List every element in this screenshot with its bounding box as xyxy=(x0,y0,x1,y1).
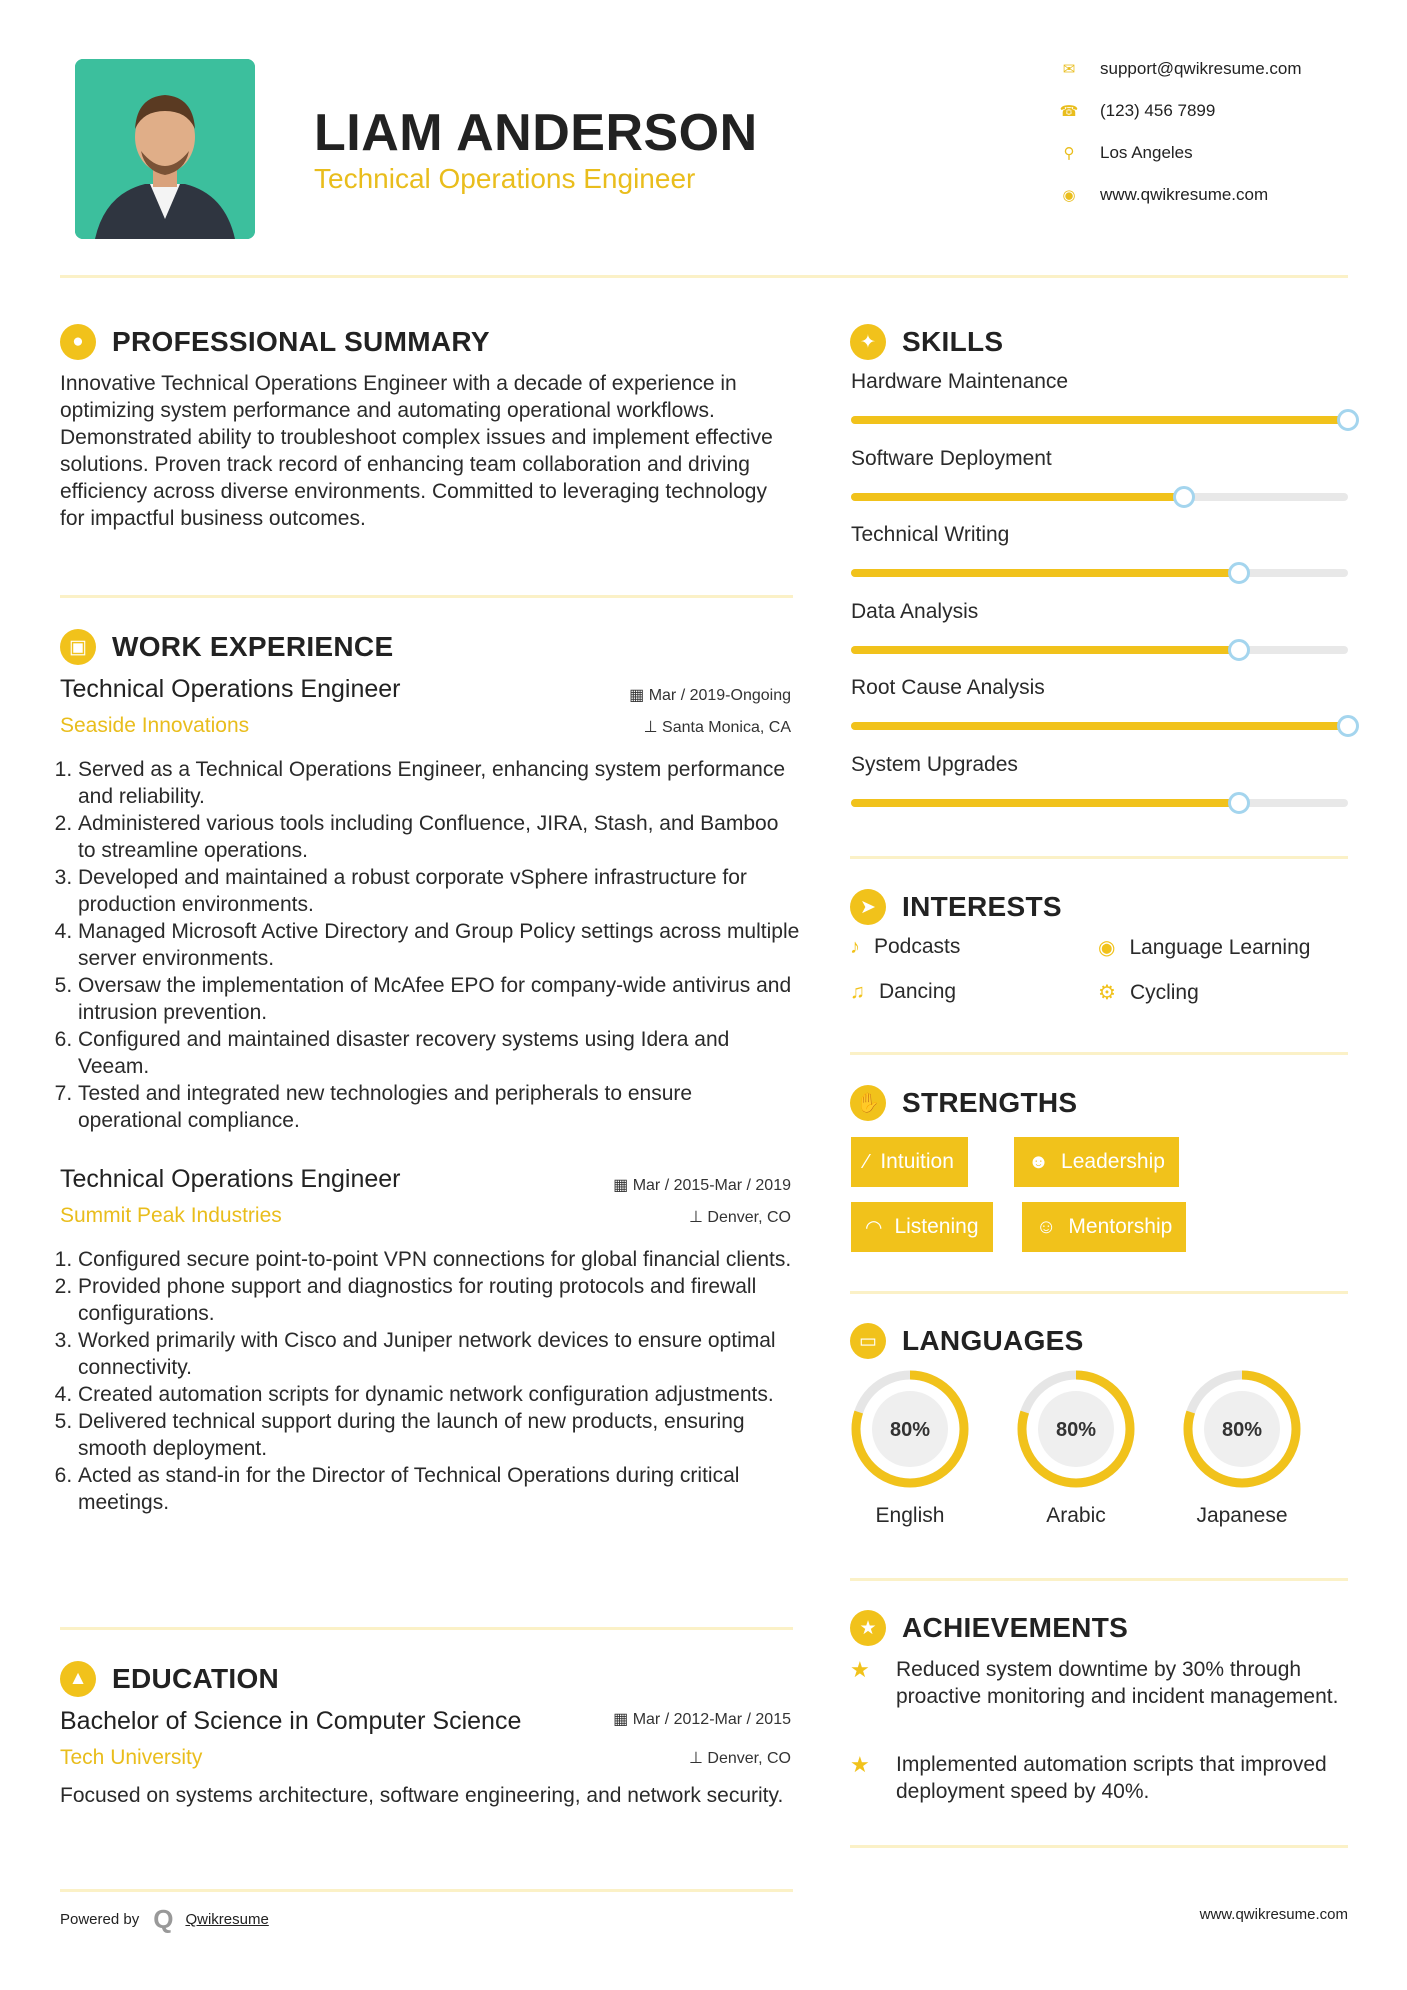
education-heading: ▲ EDUCATION xyxy=(60,1661,279,1697)
job-company: Seaside Innovations xyxy=(60,714,250,737)
list-item: 3. Worked primarily with Cisco and Juniper network devices to ensure optimal connectivity. xyxy=(78,1327,800,1381)
skill-level-knob xyxy=(1337,715,1359,737)
section-divider xyxy=(850,1052,1348,1055)
skill-label: Technical Writing xyxy=(851,523,1010,546)
magic-wand-icon: ⁄ xyxy=(865,1150,869,1173)
section-divider xyxy=(60,595,793,598)
skill-label: Root Cause Analysis xyxy=(851,676,1045,699)
section-divider xyxy=(850,1291,1348,1294)
phone-icon: ☎ xyxy=(1059,103,1079,120)
contact-website[interactable]: ◉ www.qwikresume.com xyxy=(1050,182,1268,208)
skill-bar-fill xyxy=(851,646,1239,654)
skill-label: Software Deployment xyxy=(851,446,1052,470)
music-icon: ♫ xyxy=(850,980,865,1003)
degree-title: Bachelor of Science in Computer Science xyxy=(60,1707,522,1735)
language-ring xyxy=(850,1369,970,1489)
strength-tag: ☻ Leadership xyxy=(1014,1137,1179,1187)
interest-item: ◉ Language Learning xyxy=(1098,935,1311,959)
achievement-item: ★ Implemented automation scripts that improved deployment speed by 40%. xyxy=(850,1752,1327,1803)
footer-divider xyxy=(60,1889,793,1892)
skill-bar-fill xyxy=(851,722,1348,730)
globe-icon: ◉ xyxy=(1098,937,1116,959)
list-item: 1. Configured secure point-to-point VPN connections for global financial clients. xyxy=(78,1246,800,1273)
map-pin-icon: ⚲ xyxy=(1063,145,1075,162)
interest-item: ♪ Podcasts xyxy=(850,935,961,958)
skill-level-knob xyxy=(1228,792,1250,814)
education-location: ⊥ Denver, CO xyxy=(689,1750,791,1767)
microphone-icon: ♪ xyxy=(850,935,860,958)
contact-phone[interactable]: ☎ (123) 456 7899 xyxy=(1050,98,1215,124)
pin-icon: ⊥ xyxy=(689,1750,708,1767)
skill-bar-fill xyxy=(851,416,1348,424)
job-title: Technical Operations Engineer xyxy=(60,675,401,703)
skills-list xyxy=(851,370,1348,810)
interest-item: ⚙ Cycling xyxy=(1098,980,1199,1004)
skill-bar xyxy=(851,569,1348,577)
strength-tag: ⁄ Intuition xyxy=(851,1137,968,1187)
skill-level-knob xyxy=(1228,639,1250,661)
job-dates: ▦ Mar / 2019-Ongoing xyxy=(629,687,791,704)
skill-label: Hardware Maintenance xyxy=(851,370,1069,393)
strengths-heading: ✋ STRENGTHS xyxy=(850,1085,1077,1121)
achievements-heading: ★ ACHIEVEMENTS xyxy=(850,1610,1128,1646)
language-name: Japanese xyxy=(1196,1504,1288,1527)
job-location: ⊥ Denver, CO xyxy=(689,1209,791,1226)
star-icon: ★ xyxy=(850,1657,870,1682)
interests-heading: ➤ INTERESTS xyxy=(850,889,1062,925)
job-title: Technical Operations Engineer xyxy=(60,1165,401,1193)
list-item: 4. Created automation scripts for dynamic network configuration adjustments. xyxy=(78,1381,800,1408)
skill-bar xyxy=(851,416,1348,424)
candidate-name: LIAM ANDERSON xyxy=(314,104,758,162)
qwikresume-logo-icon: Q xyxy=(153,1904,174,1934)
contact-block xyxy=(1050,56,1370,206)
list-item: 6. Acted as stand-in for the Director of Technical Operations during critical meetings. xyxy=(78,1462,800,1516)
strength-tag: ◠ Listening xyxy=(851,1202,993,1252)
strength-tag: ☺ Mentorship xyxy=(1022,1202,1186,1252)
contact-email[interactable]: ✉ support@qwikresume.com xyxy=(1050,56,1302,82)
list-item: 2. Administered various tools including Confluence, JIRA, Stash, and Bamboo to streamline operations. xyxy=(78,810,800,864)
job-company: Summit Peak Industries xyxy=(60,1204,282,1227)
skill-bar xyxy=(851,722,1348,730)
language-percent: 80% xyxy=(889,1419,931,1441)
job-bullets xyxy=(48,756,800,1134)
education-text: Focused on systems architecture, software engineering, and network security. xyxy=(60,1784,784,1807)
languages-list xyxy=(850,1369,1350,1534)
school-name: Tech University xyxy=(60,1746,203,1769)
summary-text: Innovative Technical Operations Engineer with a decade of experience in optimizing system performance and automating operational workflows. Demonstrated ability to troubleshoot complex issues and implement effective solutions. Proven track record of enhancing team collaboration and driving efficiency across diverse environments. Committed to leveraging technology for impactful business outcomes. xyxy=(60,372,773,530)
bicycle-icon: ⚙ xyxy=(1098,982,1116,1004)
paper-plane-icon: ➤ xyxy=(850,889,886,925)
skill-bar-fill xyxy=(851,493,1184,501)
achievement-item: ★ Reduced system downtime by 30% through proactive monitoring and incident management. xyxy=(850,1657,1339,1708)
calendar-icon: ▦ xyxy=(613,1177,633,1194)
headphones-icon: ◠ xyxy=(865,1216,883,1239)
job-location: ⊥ Santa Monica, CA xyxy=(643,719,791,736)
education-dates: ▦ Mar / 2012-Mar / 2015 xyxy=(613,1711,791,1728)
skill-bar xyxy=(851,646,1348,654)
footer-powered: Powered by Q Qwikresume xyxy=(60,1904,269,1934)
lightbulb-icon: ✦ xyxy=(850,324,886,360)
list-item: 2. Provided phone support and diagnostics for routing protocols and firewall configurations. xyxy=(78,1273,800,1327)
language-percent: 80% xyxy=(1221,1419,1263,1441)
envelope-icon: ✉ xyxy=(1062,61,1076,78)
graduation-icon: ▲ xyxy=(60,1661,96,1697)
skill-bar xyxy=(851,799,1348,807)
user-icon: ● xyxy=(60,324,96,360)
list-item: 1. Served as a Technical Operations Engineer, enhancing system performance and reliability. xyxy=(78,756,800,810)
language-ring xyxy=(1016,1369,1136,1489)
language-ring xyxy=(1182,1369,1302,1489)
section-divider xyxy=(850,1845,1348,1848)
skill-level-knob xyxy=(1173,486,1195,508)
pin-icon: ⊥ xyxy=(689,1209,708,1226)
star-icon: ★ xyxy=(850,1752,870,1777)
brand-link[interactable]: Qwikresume xyxy=(185,1911,269,1928)
hand-icon: ✋ xyxy=(850,1085,886,1121)
languages-heading: ▭ LANGUAGES xyxy=(850,1323,1084,1359)
language-icon: ▭ xyxy=(850,1323,886,1359)
skill-label: System Upgrades xyxy=(851,752,1018,776)
list-item: 5. Oversaw the implementation of McAfee EPO for company-wide antivirus and intrusion prevention. xyxy=(78,972,800,1026)
briefcase-icon: ▣ xyxy=(60,629,96,665)
skill-bar-fill xyxy=(851,569,1239,577)
section-divider xyxy=(850,856,1348,859)
list-item: 6. Configured and maintained disaster recovery systems using Idera and Veeam. xyxy=(78,1026,800,1080)
skill-level-knob xyxy=(1228,562,1250,584)
job-dates: ▦ Mar / 2015-Mar / 2019 xyxy=(613,1177,791,1194)
job-bullets xyxy=(48,1246,800,1516)
list-item: 4. Managed Microsoft Active Directory and Group Policy settings across multiple server environments. xyxy=(78,918,800,972)
pin-icon: ⊥ xyxy=(643,719,663,736)
language-name: English xyxy=(875,1504,945,1527)
list-item: 7. Tested and integrated new technologies and peripherals to ensure operational compliance. xyxy=(78,1080,800,1134)
section-divider xyxy=(850,1578,1348,1581)
user-plus-icon: ☺ xyxy=(1036,1215,1057,1238)
section-divider xyxy=(60,1627,793,1630)
calendar-icon: ▦ xyxy=(613,1711,633,1728)
header-divider xyxy=(60,275,1348,278)
experience-heading: ▣ WORK EXPERIENCE xyxy=(60,629,393,665)
star-icon: ★ xyxy=(850,1610,886,1646)
skill-bar-fill xyxy=(851,799,1239,807)
skills-heading: ✦ SKILLS xyxy=(850,324,1003,360)
list-item: 3. Developed and maintained a robust corporate vSphere infrastructure for production environments. xyxy=(78,864,800,918)
footer-url[interactable]: www.qwikresume.com xyxy=(1199,1906,1348,1923)
calendar-icon: ▦ xyxy=(629,687,649,704)
list-item: 5. Delivered technical support during the launch of new products, ensuring smooth deployment. xyxy=(78,1408,800,1462)
profile-photo xyxy=(75,59,255,239)
summary-heading: ● PROFESSIONAL SUMMARY xyxy=(60,324,490,360)
contact-location: ⚲ Los Angeles xyxy=(1050,140,1193,166)
candidate-title: Technical Operations Engineer xyxy=(314,163,696,194)
skill-label: Data Analysis xyxy=(851,599,979,623)
language-percent: 80% xyxy=(1055,1419,1097,1441)
interest-item: ♫ Dancing xyxy=(850,980,957,1003)
skill-level-knob xyxy=(1337,409,1359,431)
globe-icon: ◉ xyxy=(1062,187,1076,204)
language-name: Arabic xyxy=(1046,1504,1106,1527)
group-icon: ☻ xyxy=(1028,1150,1050,1173)
skill-bar xyxy=(851,493,1348,501)
